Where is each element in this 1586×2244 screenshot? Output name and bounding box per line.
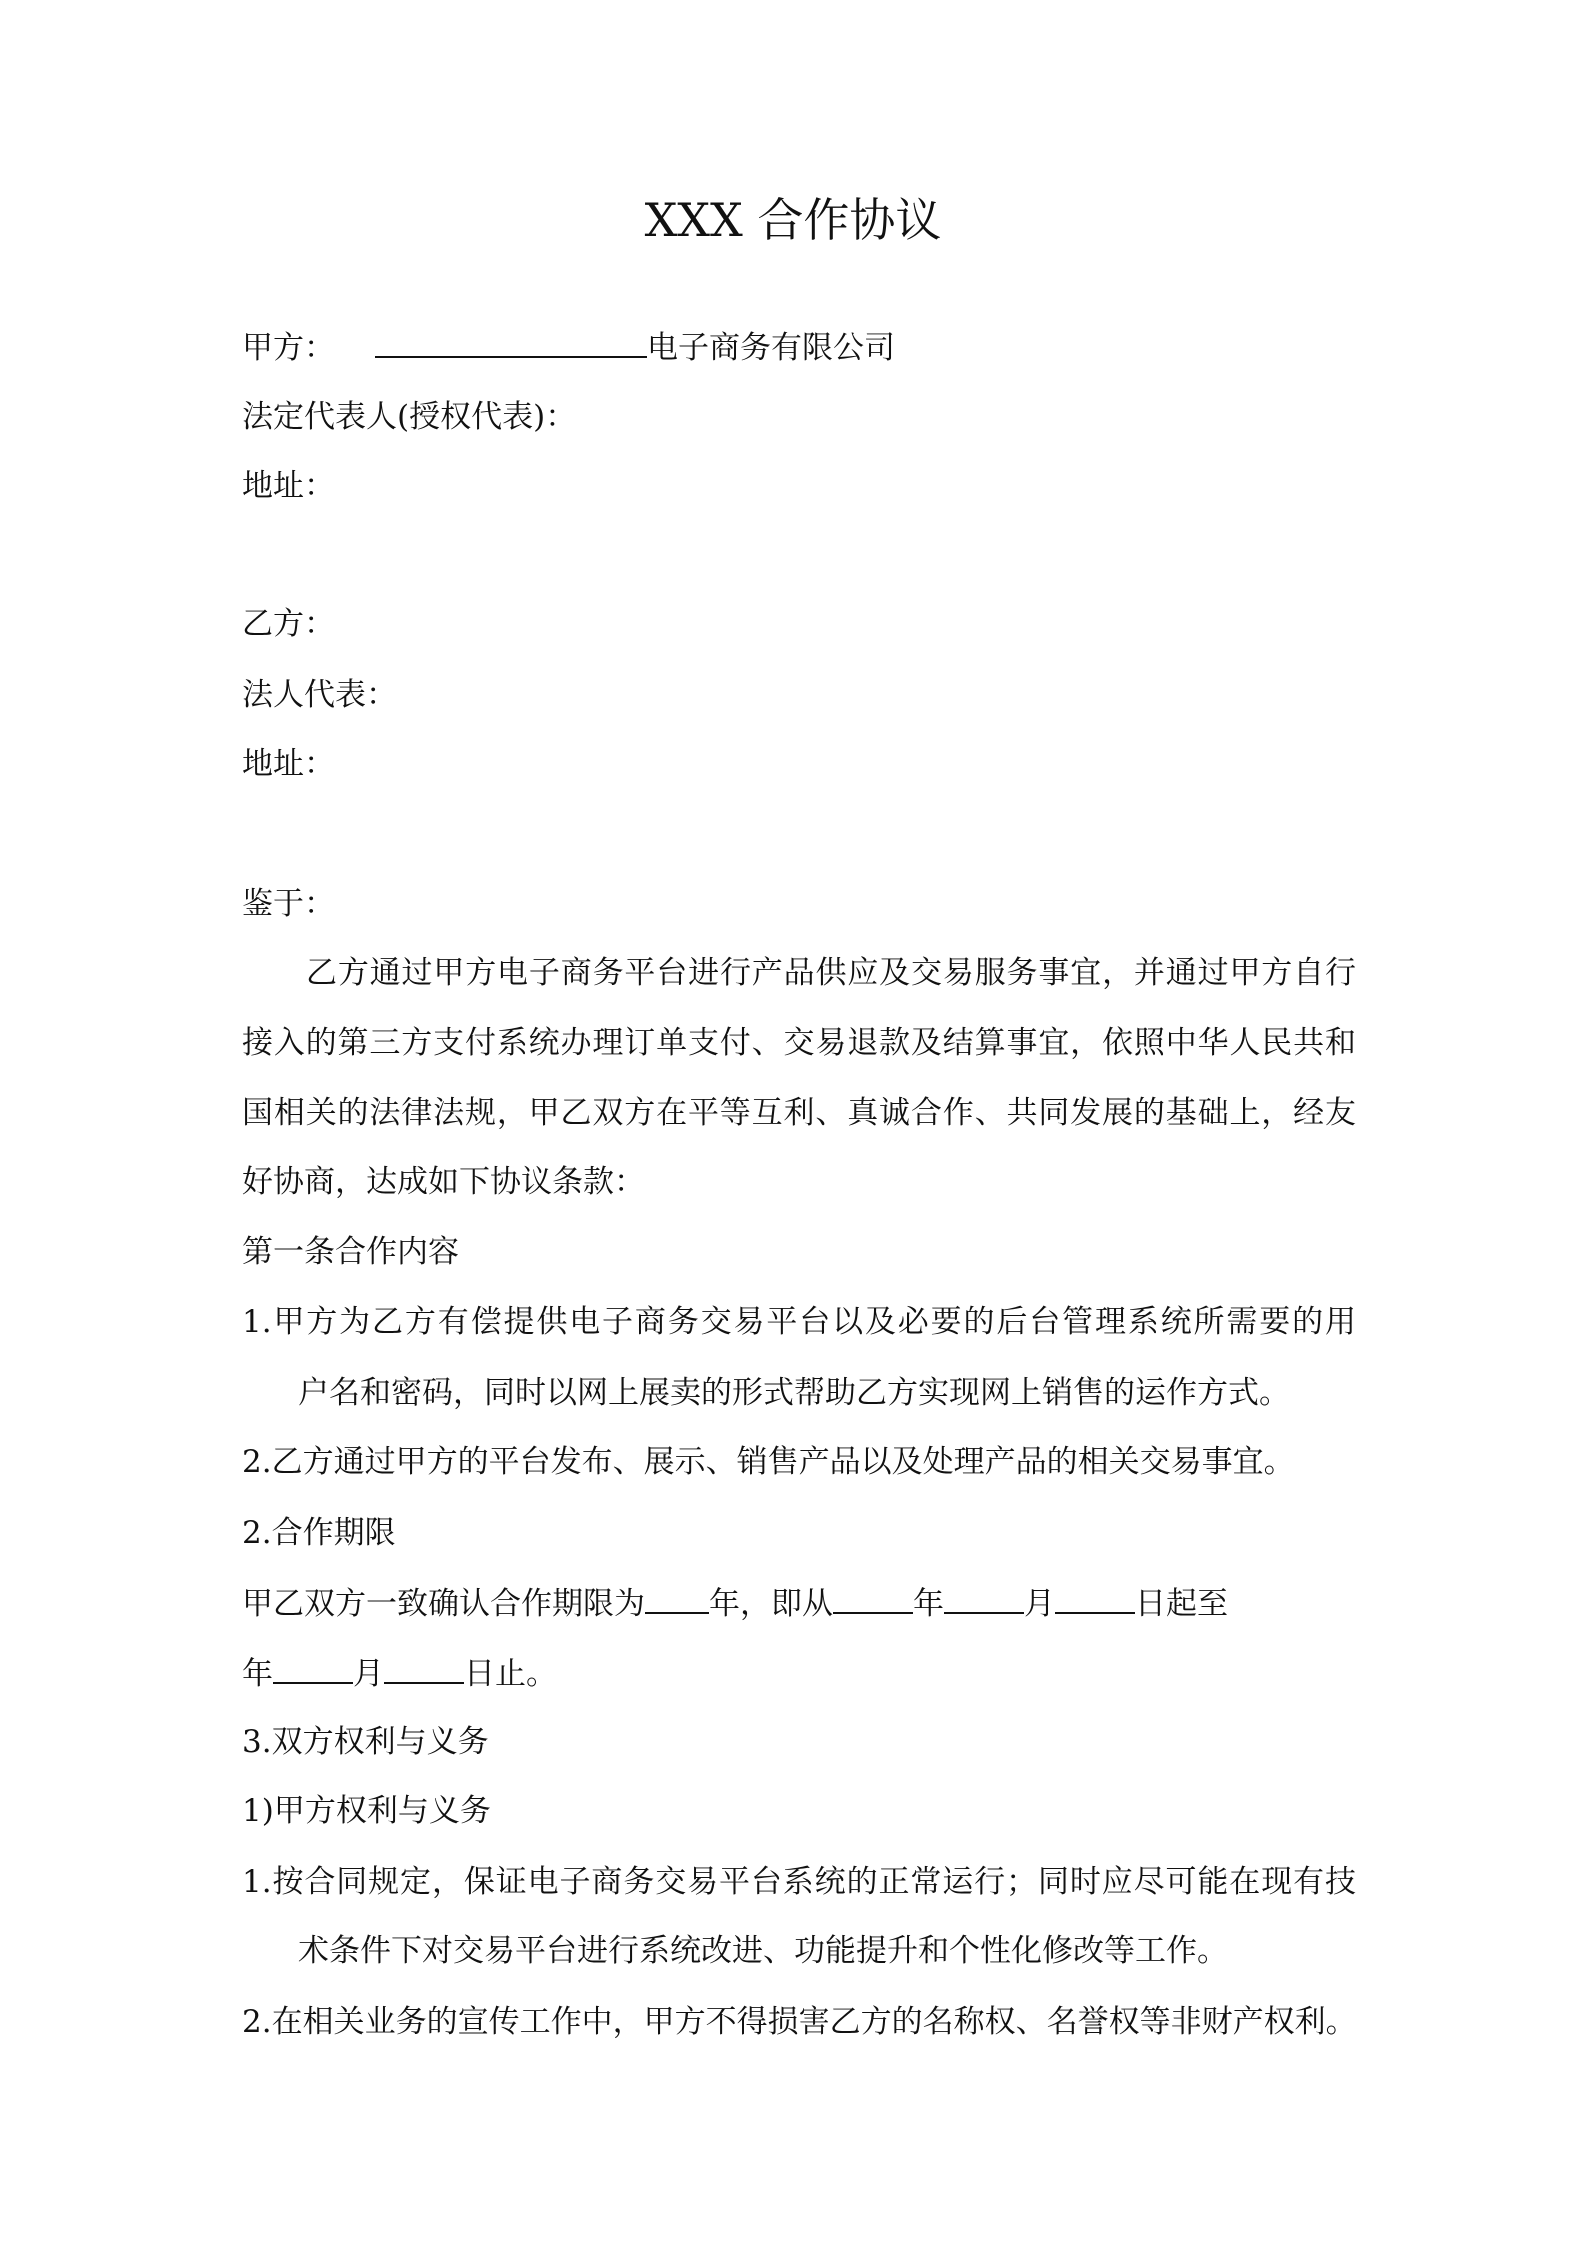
party-a-rep-label: 法定代表人(授权代表)：	[242, 399, 577, 435]
party-b-rep-label: 法人代表：	[242, 677, 397, 713]
party-a-line	[242, 326, 895, 368]
term-text: 年	[913, 1586, 944, 1622]
term-line2	[242, 1652, 557, 1694]
term-text: 日起至	[1135, 1586, 1228, 1622]
rights-item1-line1: 1.按合同规定，保证电子商务交易平台系统的正常运行；同时应尽可能在现有技	[242, 1864, 1356, 1900]
end-day-blank[interactable]	[384, 1652, 464, 1684]
start-day-blank[interactable]	[1055, 1582, 1135, 1614]
start-year-blank[interactable]	[833, 1582, 913, 1614]
term-text: 日止。	[464, 1656, 557, 1692]
article1-item2: 2.乙方通过甲方的平台发布、展示、销售产品以及处理产品的相关交易事宜。	[242, 1444, 1295, 1480]
party-b-label: 乙方：	[242, 606, 335, 642]
article1-item1-line1: 1.甲方为乙方有偿提供电子商务交易平台以及必要的后台管理系统所需要的用	[242, 1304, 1356, 1340]
term-text: 月	[1024, 1586, 1055, 1622]
party-b-address-label: 地址：	[242, 746, 335, 782]
rights-sub-heading: 1)甲方权利与义务	[242, 1793, 491, 1829]
whereas-line: 国相关的法律法规，甲乙双方在平等互利、真诚合作、共同发展的基础上，经友	[242, 1095, 1356, 1131]
term-years-blank[interactable]	[645, 1582, 709, 1614]
party-a-address-label: 地址：	[242, 468, 335, 504]
term-text: 甲乙双方一致确认合作期限为	[242, 1586, 645, 1622]
end-month-blank[interactable]	[273, 1652, 353, 1684]
whereas-line: 接入的第三方支付系统办理订单支付、交易退款及结算事宜，依照中华人民共和	[242, 1025, 1356, 1061]
whereas-label: 鉴于：	[242, 886, 335, 922]
rights-heading: 3.双方权利与义务	[242, 1724, 489, 1760]
rights-item2: 2.在相关业务的宣传工作中，甲方不得损害乙方的名称权、名誉权等非财产权利。	[242, 2004, 1357, 2040]
party-a-company-suffix: 电子商务有限公司	[647, 330, 895, 366]
whereas-line: 乙方通过甲方电子商务平台进行产品供应及交易服务事宜，并通过甲方自行	[306, 955, 1356, 991]
rights-item1-line2: 术条件下对交易平台进行系统改进、功能提升和个性化修改等工作。	[298, 1933, 1228, 1969]
term-text: 年，即从	[709, 1586, 833, 1622]
term-text: 月	[353, 1656, 384, 1692]
article1-item1-line2: 户名和密码，同时以网上展卖的形式帮助乙方实现网上销售的运作方式。	[298, 1375, 1290, 1411]
whereas-line: 好协商，达成如下协议条款：	[242, 1164, 645, 1200]
party-a-company-blank[interactable]	[375, 326, 647, 358]
start-month-blank[interactable]	[944, 1582, 1024, 1614]
term-line1	[242, 1582, 1228, 1624]
page-title: XXX 合作协议	[644, 193, 942, 247]
term-text: 年	[242, 1656, 273, 1692]
article1-heading: 第一条合作内容	[242, 1234, 459, 1270]
term-heading: 2.合作期限	[242, 1515, 396, 1551]
party-a-label: 甲方：	[242, 330, 335, 366]
